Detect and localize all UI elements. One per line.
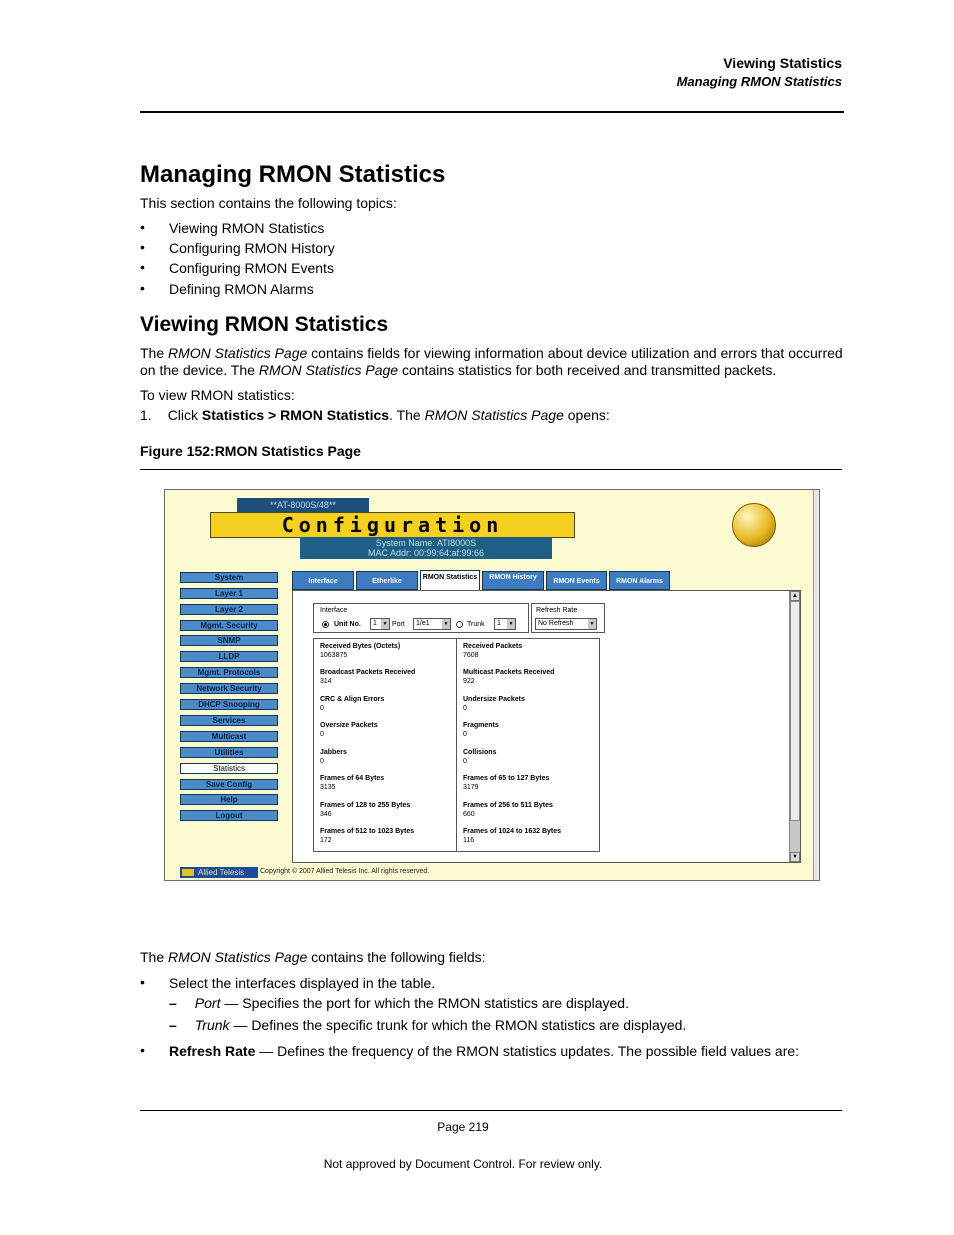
stat-value: 116 [463,837,475,844]
chevron-down-icon: ▼ [382,621,388,627]
figure-caption: Figure 152:RMON Statistics Page [140,443,361,459]
stat-label: Collisions [463,749,497,756]
stat-label: Frames of 65 to 127 Bytes [463,775,550,782]
copyright-text: Copyright © 2007 Allied Telesis Inc. All rights reserved. [260,868,430,875]
nav-system[interactable]: System [180,572,278,583]
port-label: Port [392,621,405,628]
stat-value: 7608 [463,652,479,659]
page-title: Managing RMON Statistics [140,161,446,188]
stat-value: 3135 [320,784,336,791]
nav-multicast[interactable]: Multicast [180,731,278,742]
running-header-section: Viewing Statistics [723,55,842,71]
stat-label: Oversize Packets [320,722,378,729]
panel-scrollbar[interactable] [789,591,800,862]
refresh-label: Refresh Rate [536,607,578,614]
unit-label: Unit No. [334,621,361,628]
nav-logout[interactable]: Logout [180,810,278,821]
nav-services[interactable]: Services [180,715,278,726]
figure-rule [140,469,842,470]
trunk-label: Trunk [467,621,485,628]
rmon-screenshot [164,489,820,881]
header-rule [140,111,844,113]
nav-mgmt-security[interactable]: Mgmt. Security [180,620,278,631]
stat-value: 314 [320,678,332,685]
footer-rule [140,1110,842,1111]
tab-rmon-statistics[interactable]: RMON Statistics [420,570,480,591]
tab-etherlike[interactable]: Etherlike [356,571,418,590]
stat-value: 1063875 [320,652,348,659]
configuration-banner: Configuration [210,512,575,538]
nav-lldp[interactable]: LLDP [180,651,278,662]
tab-rmon-history[interactable]: RMON History [482,571,544,590]
stat-label: Broadcast Packets Received [320,669,416,676]
sub-bullet-trunk: – Trunk — Defines the specific trunk for which the RMON statistics are displayed. [169,1017,687,1033]
stat-label: Frames of 1024 to 1632 Bytes [463,828,562,835]
refresh-select[interactable]: No Refresh ▼ [535,618,597,630]
window-scrollbar[interactable] [813,490,819,880]
stat-label: Frames of 64 Bytes [320,775,385,782]
chevron-down-icon: ▼ [508,621,514,627]
step-1: 1. Click Statistics > RMON Statistics. The RMON Statistics Page opens: [140,407,610,423]
refresh-box [531,603,605,633]
trunk-radio[interactable] [456,621,463,628]
stat-label: Undersize Packets [463,696,525,703]
stat-value: 0 [320,758,324,765]
model-label: **AT-8000S/48** [237,498,369,512]
stat-value: 0 [320,705,324,712]
nav-save-config[interactable]: Save Config [180,779,278,790]
nav-layer2[interactable]: Layer 2 [180,604,278,615]
stat-value: 922 [463,678,475,685]
to-view-text: To view RMON statistics: [140,387,295,403]
stat-label: Received Bytes (Octets) [320,643,401,650]
globe-icon [732,503,776,547]
description-paragraph: The RMON Statistics Page contains fields for viewing information about device utilization and errors that occurred on the device. The RMON Statistics Page contains statistics for both received and transmitted packets. [140,345,843,378]
sub-bullet-port: – Port — Specifies the port for which the RMON statistics are displayed. [169,995,629,1011]
port-select[interactable]: 1/e1 ▼ [413,618,451,630]
stat-label: Frames of 512 to 1023 Bytes [320,828,415,835]
scroll-down-icon[interactable]: ▼ [790,852,800,862]
stat-value: 0 [463,758,467,765]
nav-mgmt-protocols[interactable]: Mgmt. Protocols [180,667,278,678]
intro-text: This section contains the following topics: [140,195,397,211]
tab-rmon-alarms[interactable]: RMON Alarms [609,571,670,590]
running-header-subsection: Managing RMON Statistics [676,74,842,89]
fields-intro: The RMON Statistics Page contains the following fields: [140,949,486,965]
stat-value: 0 [463,731,467,738]
nav-network-security[interactable]: Network Security [180,683,278,694]
tab-interface[interactable]: Interface [292,571,354,590]
allied-telesis-logo: Allied Telesis [180,867,258,878]
stat-label: Frames of 128 to 255 Bytes [320,802,411,809]
disclaimer: Not approved by Document Control. For review only. [323,1157,603,1171]
chevron-down-icon: ▼ [589,621,595,627]
stat-value: 660 [463,811,475,818]
content-panel [292,590,801,863]
stat-label: Multicast Packets Received [463,669,555,676]
page-number: Page 219 [437,1120,489,1134]
nav-snmp[interactable]: SNMP [180,635,278,646]
stat-label: Jabbers [320,749,347,756]
stat-value: 0 [463,705,467,712]
nav-statistics[interactable]: Statistics [180,763,278,774]
interface-label: Interface [320,607,348,614]
nav-utilities[interactable]: Utilities [180,747,278,758]
scroll-up-icon[interactable]: ▲ [790,591,800,601]
stat-label: Received Packets [463,643,523,650]
unit-radio[interactable] [322,621,329,628]
section-heading: Viewing RMON Statistics [140,313,389,336]
stat-value: 0 [320,731,324,738]
unit-select[interactable]: 1 ▼ [370,618,390,630]
table-divider [456,639,457,851]
interface-box [313,603,529,633]
nav-dhcp-snooping[interactable]: DHCP Snooping [180,699,278,710]
scroll-thumb[interactable] [790,601,800,821]
stat-value: 3179 [463,784,479,791]
stat-value: 346 [320,811,332,818]
stat-label: Frames of 256 to 511 Bytes [463,802,553,809]
stat-label: Fragments [463,722,499,729]
nav-help[interactable]: Help [180,794,278,805]
trunk-select[interactable]: 1 ▼ [494,618,516,630]
tab-rmon-events[interactable]: RMON Events [546,571,607,590]
chevron-down-icon: ▼ [443,621,449,627]
stat-value: 172 [320,837,332,844]
stat-label: CRC & Align Errors [320,696,385,703]
system-info: System Name: ATI8000S MAC Addr: 00:99:64:af:99:66 [300,537,552,559]
nav-layer1[interactable]: Layer 1 [180,588,278,599]
